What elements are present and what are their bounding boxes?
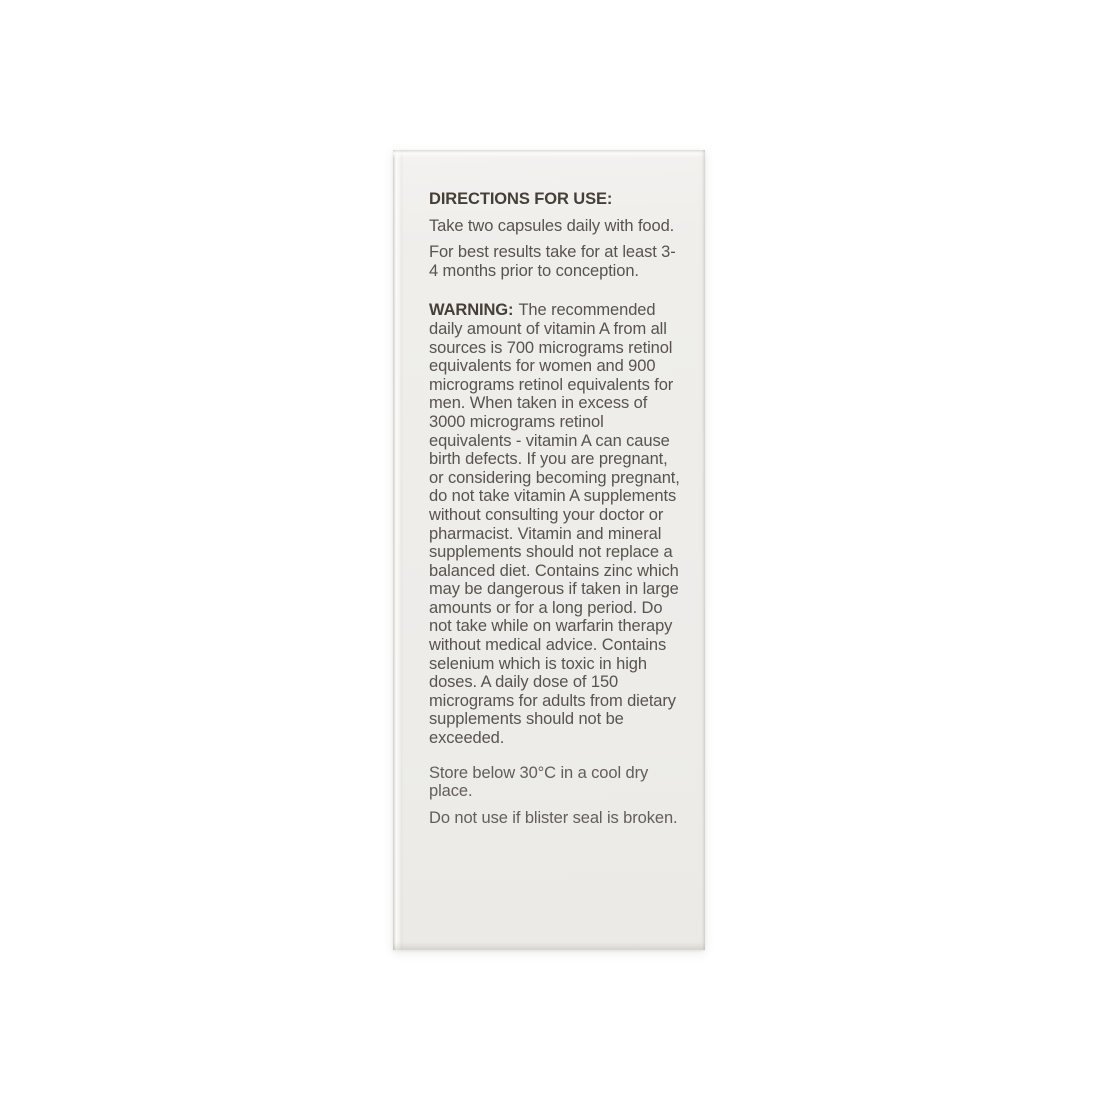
directions-paragraph-2: For best results take for at least 3-4 months prior to conception. <box>429 243 676 280</box>
warning-paragraph <box>429 301 680 747</box>
storage-paragraph-1: Store below 30°C in a cool dry place. <box>429 763 649 801</box>
warning-label: WARNING: <box>429 301 514 320</box>
box-bottom-edge-shade <box>393 942 705 950</box>
supplement-box-back-panel <box>393 150 705 950</box>
directions-paragraph-1: Take two capsules daily with food. <box>429 216 675 235</box>
box-left-fold-highlight <box>393 150 403 950</box>
box-top-fold-highlight <box>393 150 705 158</box>
storage-paragraph-2: Do not use if blister seal is broken. <box>429 808 678 827</box>
storage-section <box>429 764 680 828</box>
directions-heading: DIRECTIONS FOR USE: <box>429 190 613 208</box>
box-right-edge-shade <box>698 150 705 950</box>
label-text-block <box>429 190 680 827</box>
warning-text: The recommended daily amount of vitamin A from all sources is 700 micrograms retinol equivalents for women and 900 micrograms retinol equivalents for men. When taken in excess of 3000 micrograms retinol equivalents - vitamin A can cause birth defects. If you are pregnant, or considering becoming pregnant, do not take vitamin A supplements without consulting your doctor or pharmacist. Vitamin and mineral supplements should not replace a balanced diet. Contains zinc which may be dangerous if taken in large amounts or for a long period. Do not take while on warfarin therapy without medical advice. Contains selenium which is toxic in high doses. A daily dose of 150 micrograms for adults from dietary supplements should not be exceeded. <box>429 301 680 748</box>
